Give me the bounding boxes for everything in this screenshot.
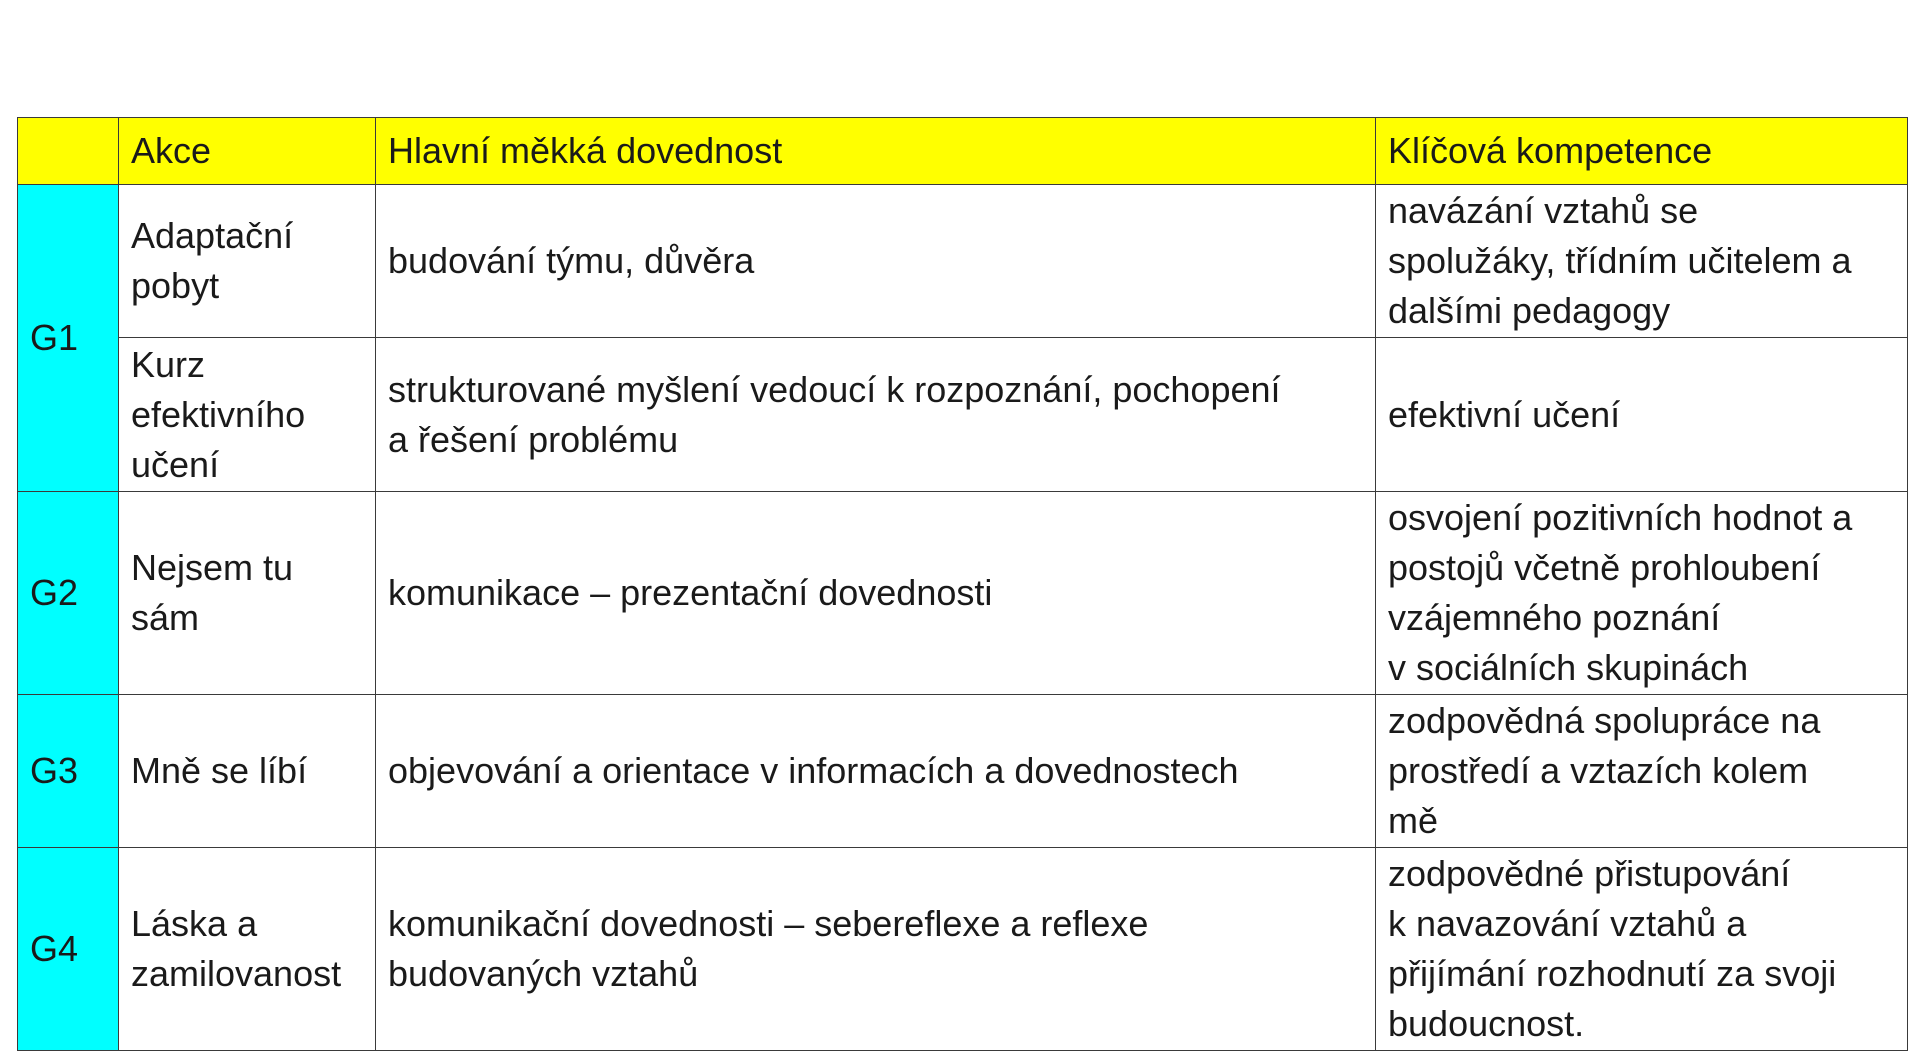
table-row (18, 848, 1908, 1051)
key-competence-cell: zodpovědná spolupráce na prostředí a vztazích kolem mě (1376, 695, 1908, 848)
table-row (18, 338, 1908, 492)
key-competence-cell: osvojení pozitivních hodnot a postojů včetně prohloubení vzájemného poznání v sociálních skupinách (1376, 492, 1908, 695)
key-competence-cell: navázání vztahů se spolužáky, třídním učitelem a dalšími pedagogy (1376, 185, 1908, 338)
table-row (18, 695, 1908, 848)
table-row (18, 185, 1908, 338)
group-label-g4: G4 (18, 848, 119, 1051)
header-soft-skill-cell: Hlavní měkká dovednost (376, 118, 1376, 185)
key-competence-cell: zodpovědné přistupování k navazování vztahů a přijímání rozhodnutí za svoji budoucnost. (1376, 848, 1908, 1051)
group-label-g3: G3 (18, 695, 119, 848)
table-row (18, 492, 1908, 695)
header-row (18, 118, 1908, 185)
action-cell: Nejsem tu sám (119, 492, 376, 695)
action-cell: Mně se líbí (119, 695, 376, 848)
key-competence-cell: efektivní učení (1376, 338, 1908, 492)
header-group-cell (18, 118, 119, 185)
action-cell: Kurz efektivního učení (119, 338, 376, 492)
soft-skill-cell: objevování a orientace v informacích a dovednostech (376, 695, 1376, 848)
soft-skill-cell: strukturované myšlení vedoucí k rozpoznání, pochopení a řešení problému (376, 338, 1376, 492)
soft-skill-cell: komunikační dovednosti – sebereflexe a reflexe budovaných vztahů (376, 848, 1376, 1051)
soft-skill-cell: komunikace – prezentační dovednosti (376, 492, 1376, 695)
header-action-cell: Akce (119, 118, 376, 185)
action-cell: Adaptační pobyt (119, 185, 376, 338)
competence-table (17, 117, 1908, 1051)
header-key-competence-cell: Klíčová kompetence (1376, 118, 1908, 185)
group-label-g1: G1 (18, 185, 119, 492)
group-label-g2: G2 (18, 492, 119, 695)
soft-skill-cell: budování týmu, důvěra (376, 185, 1376, 338)
action-cell: Láska a zamilovanost (119, 848, 376, 1051)
